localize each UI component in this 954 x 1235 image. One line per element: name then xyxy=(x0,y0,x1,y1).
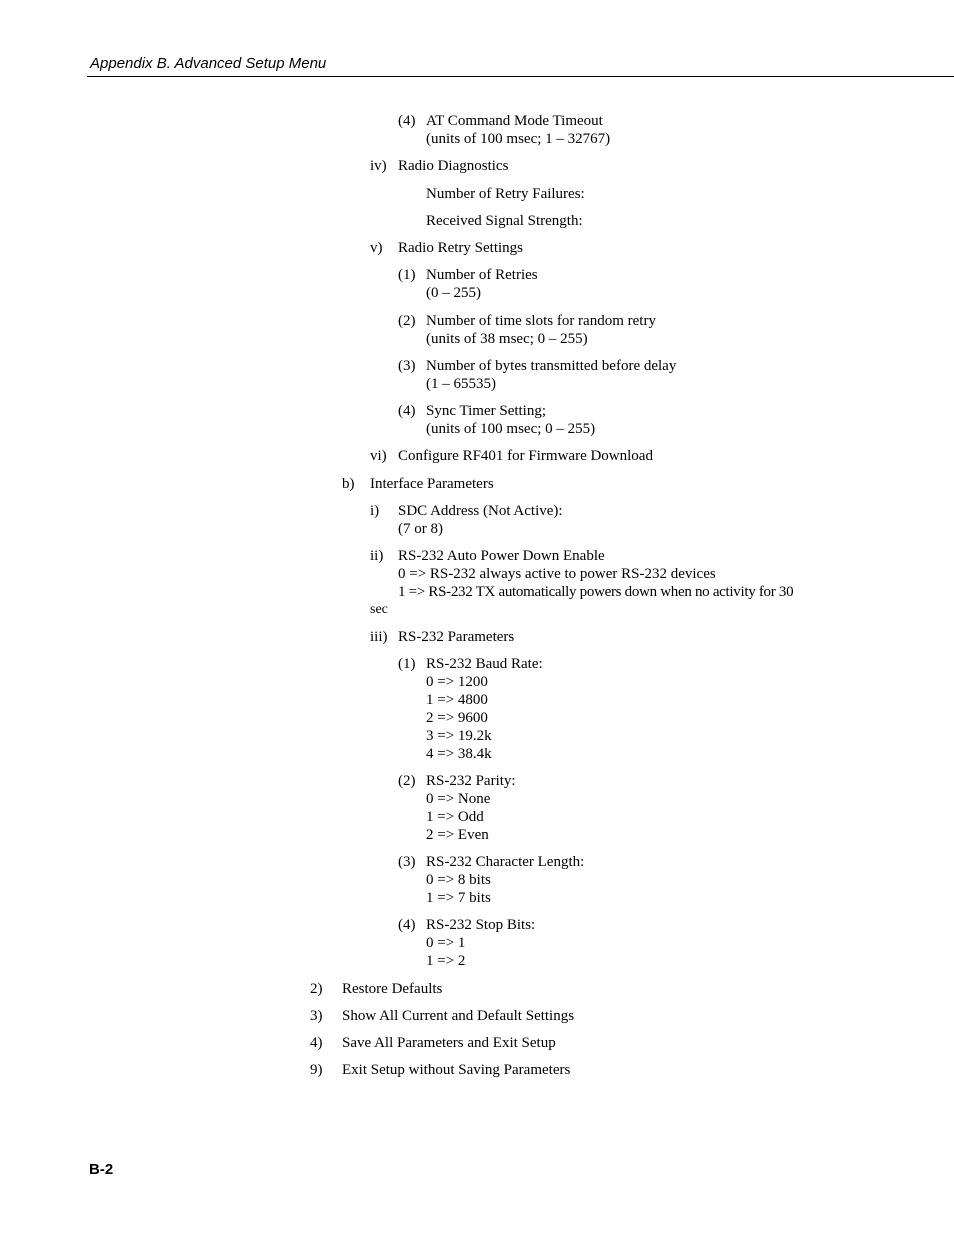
item-label: Exit Setup without Saving Parameters xyxy=(342,1062,571,1078)
item-label: Configure RF401 for Firmware Download xyxy=(398,448,653,464)
item-marker: b) xyxy=(342,476,355,492)
item-label: SDC Address (Not Active): xyxy=(398,503,563,519)
item-detail: (1 – 65535) xyxy=(426,376,496,392)
item-detail: 1 => 7 bits xyxy=(426,890,491,906)
item-label: RS-232 Character Length: xyxy=(426,854,585,870)
item-marker: 9) xyxy=(310,1062,323,1078)
item-label: RS-232 Parameters xyxy=(398,629,515,645)
item-label: Show All Current and Default Settings xyxy=(342,1008,575,1024)
item-detail: 1 => RS-232 TX automatically powers down when no activity for 30 xyxy=(398,584,794,600)
item-label: RS-232 Baud Rate: xyxy=(426,656,543,672)
header-rule xyxy=(87,76,954,77)
item-detail: 1 => 4800 xyxy=(426,692,488,708)
item-detail: sec xyxy=(370,602,388,617)
item-detail: 4 => 38.4k xyxy=(426,746,492,762)
item-label: Save All Parameters and Exit Setup xyxy=(342,1035,556,1051)
item-detail: 0 => 1 xyxy=(426,935,466,951)
item-detail: 2 => Even xyxy=(426,827,489,843)
item-label: Received Signal Strength: xyxy=(426,213,583,229)
item-label: Number of Retries xyxy=(426,267,538,283)
item-marker: (4) xyxy=(398,917,416,933)
item-marker: iii) xyxy=(370,629,388,645)
item-detail: (7 or 8) xyxy=(398,521,443,537)
item-marker: (4) xyxy=(398,113,416,129)
item-detail: 2 => 9600 xyxy=(426,710,488,726)
item-marker: (2) xyxy=(398,313,416,329)
item-detail: 1 => Odd xyxy=(426,809,484,825)
item-marker: (3) xyxy=(398,854,416,870)
item-marker: i) xyxy=(370,503,380,519)
item-label: Number of bytes transmitted before delay xyxy=(426,358,677,374)
item-detail: 3 => 19.2k xyxy=(426,728,492,744)
item-detail: 0 => None xyxy=(426,791,491,807)
item-label: Radio Diagnostics xyxy=(398,158,509,174)
item-marker: 2) xyxy=(310,981,323,997)
item-label: Interface Parameters xyxy=(370,476,494,492)
item-label: Radio Retry Settings xyxy=(398,240,523,256)
item-label: Number of Retry Failures: xyxy=(426,186,585,202)
item-label: Number of time slots for random retry xyxy=(426,313,656,329)
item-marker: iv) xyxy=(370,158,387,174)
item-detail: (units of 100 msec; 0 – 255) xyxy=(426,421,596,437)
item-label: AT Command Mode Timeout xyxy=(426,113,603,129)
item-label: RS-232 Parity: xyxy=(426,773,516,789)
item-marker: (4) xyxy=(398,403,416,419)
item-label: RS-232 Stop Bits: xyxy=(426,917,536,933)
item-marker: (3) xyxy=(398,358,416,374)
item-detail: (units of 38 msec; 0 – 255) xyxy=(426,331,588,347)
page-number: B-2 xyxy=(89,1161,114,1178)
item-detail: (0 – 255) xyxy=(426,285,481,301)
item-label: Sync Timer Setting; xyxy=(426,403,547,419)
item-marker: (1) xyxy=(398,656,416,672)
item-detail: (units of 100 msec; 1 – 32767) xyxy=(426,131,611,147)
item-marker: 4) xyxy=(310,1035,323,1051)
item-label: Restore Defaults xyxy=(342,981,443,997)
item-detail: 0 => 1200 xyxy=(426,674,488,690)
item-marker: 3) xyxy=(310,1008,323,1024)
item-marker: vi) xyxy=(370,448,387,464)
item-detail: 0 => 8 bits xyxy=(426,872,491,888)
item-detail: 1 => 2 xyxy=(426,953,466,969)
item-marker: v) xyxy=(370,240,383,256)
item-marker: ii) xyxy=(370,548,384,564)
running-header: Appendix B. Advanced Setup Menu xyxy=(90,55,327,72)
item-marker: (2) xyxy=(398,773,416,789)
item-marker: (1) xyxy=(398,267,416,283)
item-label: RS-232 Auto Power Down Enable xyxy=(398,548,605,564)
item-detail: 0 => RS-232 always active to power RS-232 devices xyxy=(398,566,716,582)
